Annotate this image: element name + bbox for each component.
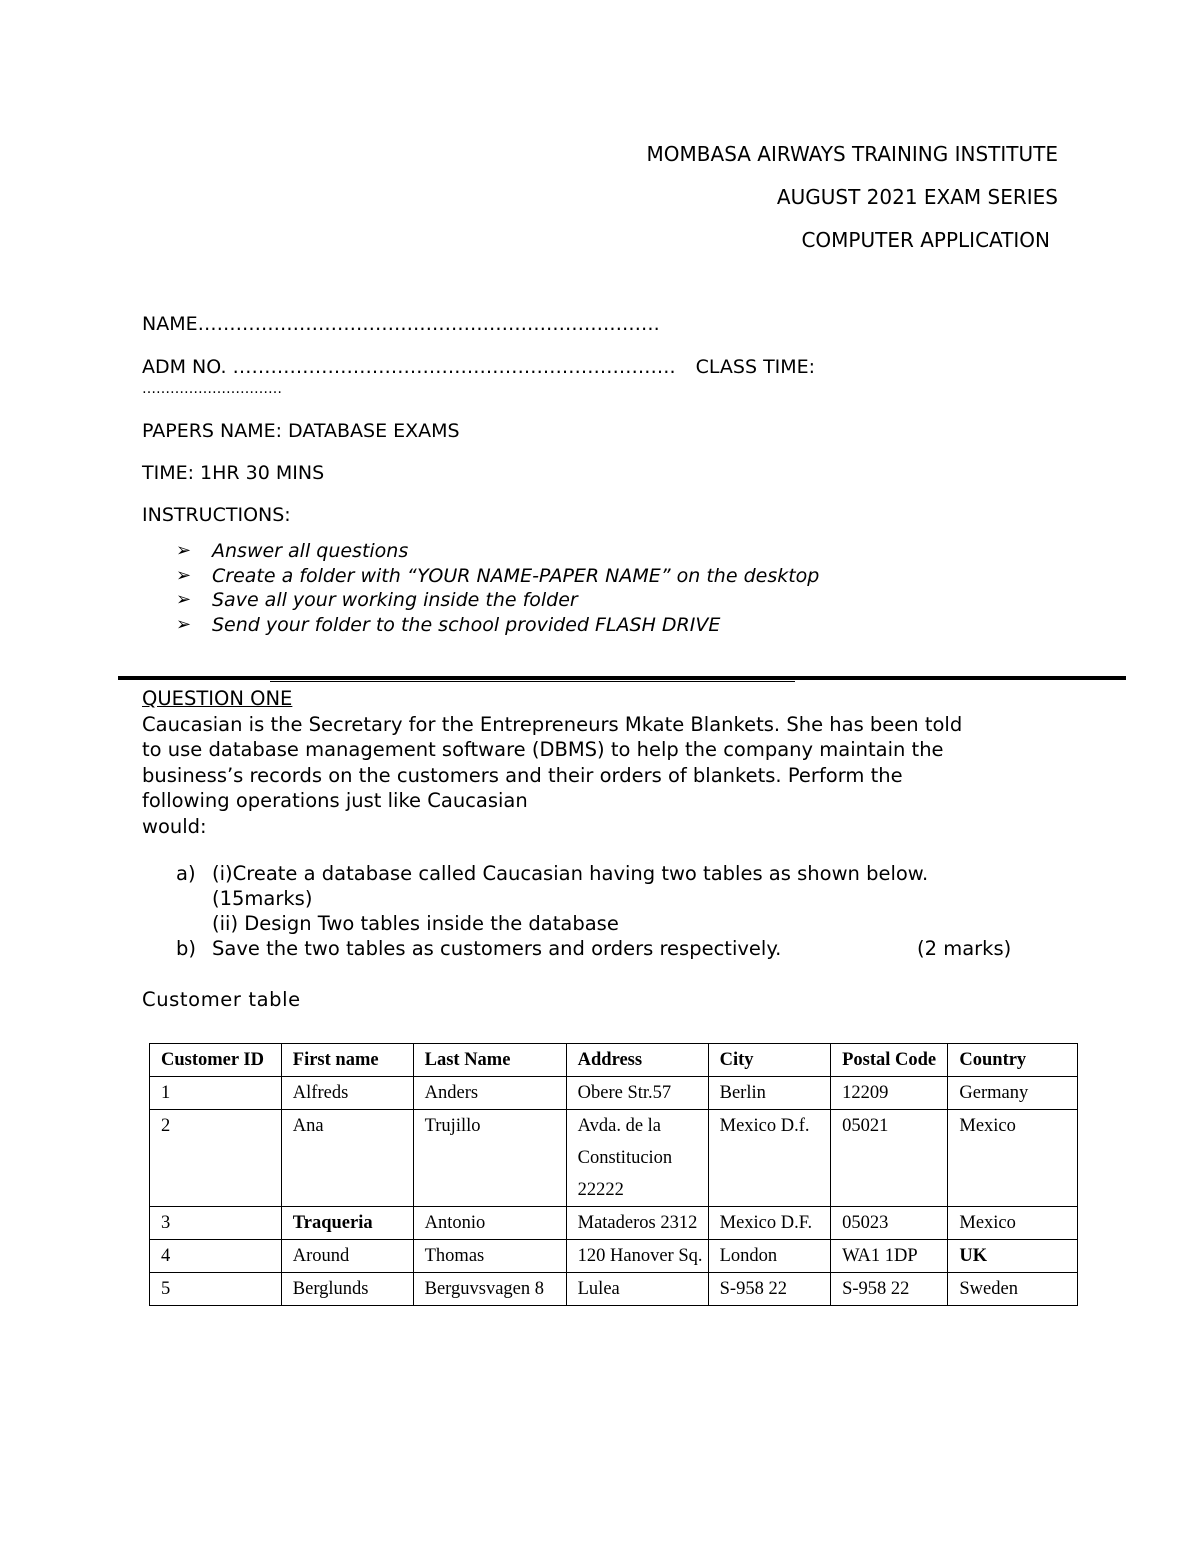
table-cell: Mexico D.F. (708, 1207, 830, 1240)
table-row (150, 1273, 1078, 1306)
class-time-label: CLASS TIME: (695, 356, 816, 378)
customer-table (149, 1043, 1078, 1306)
table-cell: Lulea (566, 1273, 708, 1306)
column-header: Customer ID (150, 1044, 282, 1077)
arrow-bullet-icon: ➢ (176, 589, 192, 610)
table-header-row (150, 1044, 1078, 1077)
question-one (142, 686, 1062, 1013)
table-title: Customer table (142, 988, 301, 1011)
table-cell: S-958 22 (708, 1273, 830, 1306)
table-cell: Mexico (948, 1110, 1078, 1207)
column-header: City (708, 1044, 830, 1077)
instructions-title: INSTRUCTIONS: (142, 504, 291, 526)
subject-name: COMPUTER APPLICATION (801, 228, 1050, 252)
section-divider-thin (270, 681, 795, 682)
arrow-bullet-icon: ➢ (176, 540, 192, 561)
table-cell: 5 (150, 1273, 282, 1306)
question-item-b: b) Save the two tables as customers and orders respectively. (2 marks) (176, 937, 1012, 960)
marks-label: (2 marks) (917, 937, 1012, 960)
table-cell: UK (948, 1240, 1078, 1273)
instruction-item: ➢ Answer all questions (176, 540, 409, 562)
table-cell: WA1 1DP (831, 1240, 948, 1273)
section-divider (118, 676, 1126, 680)
table-cell: Avda. de la Constitucion 22222 (566, 1110, 708, 1207)
table-cell: London (708, 1240, 830, 1273)
adm-no-row (142, 353, 1142, 381)
table-cell: 1 (150, 1077, 282, 1110)
table-cell: 4 (150, 1240, 282, 1273)
institute-name: MOMBASA AIRWAYS TRAINING INSTITUTE (646, 142, 1058, 166)
question-item-a: a) (i)Create a database called Caucasian having two tables as shown below. (15marks) (ii) Design Two tables inside the database (176, 862, 929, 935)
arrow-bullet-icon: ➢ (176, 564, 192, 586)
document-header (358, 140, 1058, 269)
column-header: First name (281, 1044, 413, 1077)
table-cell: Mexico D.f. (708, 1110, 830, 1207)
instruction-item: ➢ Save all your working inside the folder (176, 589, 578, 611)
table-cell: Sweden (948, 1273, 1078, 1306)
column-header: Country (948, 1044, 1078, 1077)
table-cell: Around (281, 1240, 413, 1273)
instruction-item: ➢ Send your folder to the school provided FLASH DRIVE (176, 613, 721, 636)
exam-time: TIME: 1HR 30 MINS (142, 462, 325, 484)
exam-series: AUGUST 2021 EXAM SERIES (776, 185, 1058, 209)
column-header: Postal Code (831, 1044, 948, 1077)
table-row (150, 1077, 1078, 1110)
question-title: QUESTION ONE (142, 687, 293, 710)
paper-name: PAPERS NAME: DATABASE EXAMS (142, 420, 460, 442)
column-header: Address (566, 1044, 708, 1077)
arrow-bullet-icon: ➢ (176, 613, 192, 635)
table-cell: S-958 22 (831, 1273, 948, 1306)
table-cell: 3 (150, 1207, 282, 1240)
candidate-fields (142, 310, 1142, 637)
table-row (150, 1207, 1078, 1240)
table-cell: Ana (281, 1110, 413, 1207)
adm-no-field: ADM NO. ……………………………………………………………. (142, 356, 676, 378)
table-cell: 05021 (831, 1110, 948, 1207)
table-cell: 120 Hanover Sq. (566, 1240, 708, 1273)
table-cell: Antonio (413, 1207, 566, 1240)
table-row (150, 1240, 1078, 1273)
table-cell: Traqueria (281, 1207, 413, 1240)
table-cell: Berglunds (281, 1273, 413, 1306)
table-cell: Thomas (413, 1240, 566, 1273)
instruction-item: ➢ Create a folder with “YOUR NAME-PAPER NAME” on the desktop (176, 564, 820, 587)
table-cell: Berguvsvagen 8 (413, 1273, 566, 1306)
table-cell: 12209 (831, 1077, 948, 1110)
question-body: Caucasian is the Secretary for the Entrepreneurs Mkate Blankets. She has been told to use database management software (DBMS) to help the company maintain the business’s records on the customers and their orders of blankets. Perform the following operations just like Caucasian would: (142, 712, 963, 838)
table-row (150, 1110, 1078, 1207)
table-cell: Germany (948, 1077, 1078, 1110)
table-cell: 2 (150, 1110, 282, 1207)
table-cell: Obere Str.57 (566, 1077, 708, 1110)
table-cell: Anders (413, 1077, 566, 1110)
name-field: NAME………………………………………………………………. (142, 313, 660, 335)
instructions-list (142, 539, 1142, 637)
column-header: Last Name (413, 1044, 566, 1077)
class-time-dots: ………………………… (142, 381, 282, 397)
table-cell: Berlin (708, 1077, 830, 1110)
table-cell: Mexico (948, 1207, 1078, 1240)
question-items (142, 861, 1062, 961)
table-cell: 05023 (831, 1207, 948, 1240)
table-cell: Trujillo (413, 1110, 566, 1207)
table-cell: Alfreds (281, 1077, 413, 1110)
table-cell: Mataderos 2312 (566, 1207, 708, 1240)
